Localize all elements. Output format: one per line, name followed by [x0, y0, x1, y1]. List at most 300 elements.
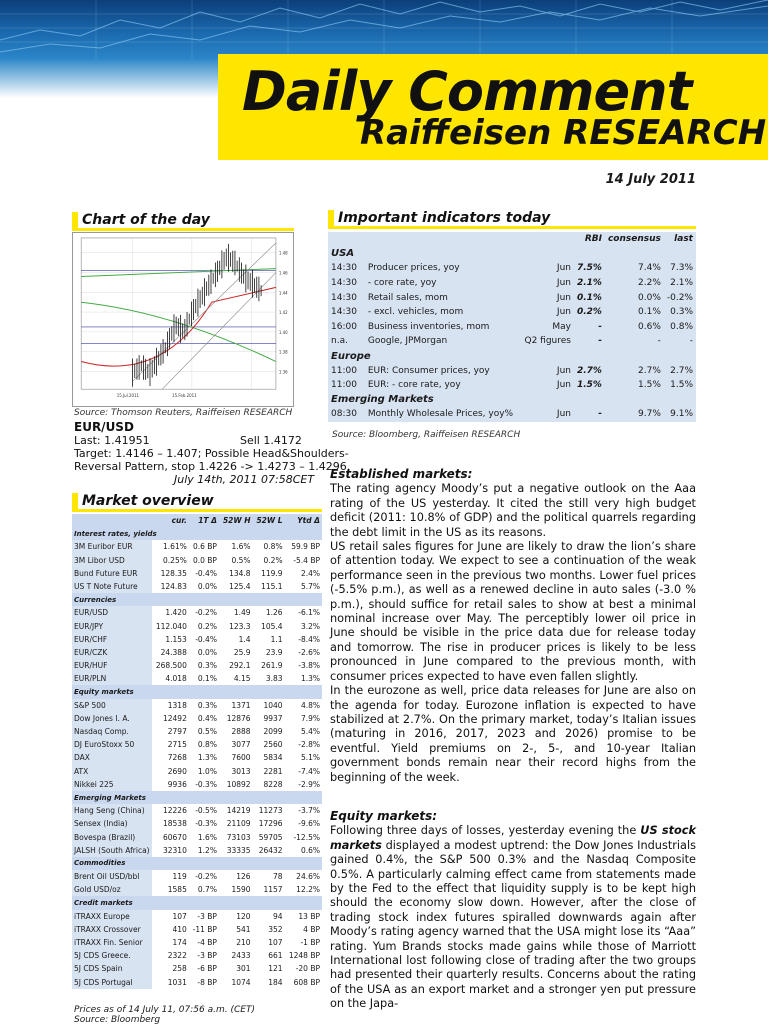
established-markets-section — [330, 467, 696, 785]
table-row — [72, 923, 322, 936]
table-cell: 1.5% — [576, 380, 602, 391]
table-cell: 3M Libor USD — [72, 554, 152, 567]
table-cell: 410 — [152, 923, 189, 936]
table-cell: S&P 500 — [72, 699, 152, 712]
table-cell: 9936 — [152, 778, 189, 791]
table-cell: 1.26 — [253, 606, 285, 619]
table-cell: -7.4% — [285, 765, 322, 778]
table-row — [72, 962, 322, 975]
table-row — [72, 765, 322, 778]
table-cell: Jun — [556, 278, 571, 289]
table-cell: 119 — [152, 870, 189, 883]
table-cell: 32310 — [152, 844, 189, 857]
table-cell: - — [689, 336, 693, 347]
table-row — [328, 305, 696, 320]
table-cell: EUR/HUF — [72, 659, 152, 672]
table-cell: -0.2% — [189, 870, 219, 883]
table-cell: 2715 — [152, 738, 189, 751]
table-cell: -0.4% — [189, 567, 219, 580]
table-cell: 94 — [253, 910, 285, 923]
table-cell: 115.1 — [253, 580, 285, 593]
group-row — [328, 393, 696, 408]
table-cell: EUR/CZK — [72, 646, 152, 659]
header-banner — [0, 0, 768, 58]
eurusd-chart — [73, 233, 293, 406]
table-cell: 2322 — [152, 949, 189, 962]
paragraph: Following three days of losses, yesterday evening the US stock markets displayed a modest uptrend: the Dow Jones Industrials gained 0.4%, the S&P 500 0.3% and the Nasdaq Composite 0.5%. A particularly calming effect came from statements made by the Fed to the effect that liquidity supply is to be kept high should the economy slow down. However, after the close of trading stock index futures spiralled downwards again after Moody’s rating agency warned that the USA might lose its “Aaa” rating. Yum Brands stocks made gains while those of Marriott International lost following close of trading after the two groups had presented their quarterly results. Concerns about the rating of the USA as an export market and a stronger yen put pressure on the Japa- — [330, 824, 697, 1011]
table-row — [72, 778, 322, 791]
table-cell: US T Note Future — [72, 580, 152, 593]
table-cell: -3.7% — [285, 804, 322, 817]
table-cell: 184 — [253, 976, 285, 989]
table-row — [72, 870, 322, 883]
table-cell: 23.9 — [253, 646, 285, 659]
table-cell: 1.3% — [285, 672, 322, 685]
table-cell: 14:30 — [331, 292, 357, 303]
table-row — [72, 883, 322, 896]
table-cell: Dow Jones I. A. — [72, 712, 152, 725]
group-label: Equity markets — [72, 685, 322, 698]
table-cell: Jun — [556, 263, 571, 274]
table-row — [72, 699, 322, 712]
group-row — [328, 247, 696, 262]
chart-source: Source: Thomson Reuters, Raiffeisen RESEARCH — [74, 408, 293, 418]
table-cell: 1.5% — [670, 380, 693, 391]
table-cell: 0.7% — [189, 883, 219, 896]
table-cell: 14219 — [219, 804, 253, 817]
table-cell: - excl. vehicles, mom — [367, 307, 464, 318]
table-row — [72, 804, 322, 817]
table-cell: 0.1% — [576, 292, 602, 303]
table-row — [72, 949, 322, 962]
table-row — [72, 725, 322, 738]
table-cell: 5J CDS Spain — [72, 962, 152, 975]
table-cell: 59705 — [253, 831, 285, 844]
last-price: Last: 1.41951 — [74, 434, 150, 447]
table-cell: 2.7% — [576, 365, 602, 376]
table-row — [72, 738, 322, 751]
table-cell: 1.4 — [219, 633, 253, 646]
table-cell: 2690 — [152, 765, 189, 778]
table-cell: 0.0% — [189, 646, 219, 659]
table-cell: Brent Oil USD/bbl — [72, 870, 152, 883]
table-cell: 0.6% — [285, 844, 322, 857]
table-cell: 2888 — [219, 725, 253, 738]
table-row — [72, 936, 322, 949]
table-cell: 258 — [152, 962, 189, 975]
chart-of-day-heading: Chart of the day — [72, 212, 294, 228]
table-cell: -1 BP — [285, 936, 322, 949]
table-cell: 24.6% — [285, 870, 322, 883]
table-cell: 0.5% — [219, 554, 253, 567]
table-cell: 2099 — [253, 725, 285, 738]
table-row — [72, 672, 322, 685]
group-label: Currencies — [72, 593, 322, 606]
table-cell: EUR: - core rate, yoy — [367, 380, 461, 391]
table-cell: 125.4 — [219, 580, 253, 593]
table-cell: 2.2% — [638, 278, 661, 289]
table-cell: 2281 — [253, 765, 285, 778]
group-row — [72, 857, 322, 870]
table-cell: -11 BP — [189, 923, 219, 936]
table-cell: 11273 — [253, 804, 285, 817]
table-cell: 5.4% — [285, 725, 322, 738]
table-cell: Sensex (India) — [72, 817, 152, 830]
table-cell: 268.500 — [152, 659, 189, 672]
table-cell: 105.4 — [253, 620, 285, 633]
table-row — [328, 261, 696, 276]
table-cell: 4.8% — [285, 699, 322, 712]
table-cell: 26432 — [253, 844, 285, 857]
table-row — [72, 540, 322, 553]
table-cell: 9937 — [253, 712, 285, 725]
table-cell: 608 BP — [285, 976, 322, 989]
table-cell: -20 BP — [285, 962, 322, 975]
banner-fade — [0, 58, 218, 98]
indicators-heading: Important indicators today — [328, 210, 696, 226]
table-cell: 352 — [253, 923, 285, 936]
table-row — [328, 407, 696, 422]
market-overview-heading: Market overview — [72, 493, 322, 509]
table-cell: n.a. — [331, 336, 348, 347]
table-cell: -0.2% — [666, 292, 693, 303]
table-cell: 123.3 — [219, 620, 253, 633]
table-cell: 1248 BP — [285, 949, 322, 962]
table-cell: -0.4% — [189, 633, 219, 646]
table-cell: 2797 — [152, 725, 189, 738]
table-cell: 8228 — [253, 778, 285, 791]
table-cell: -6 BP — [189, 962, 219, 975]
group-row — [72, 896, 322, 909]
svg-text:1.44: 1.44 — [278, 290, 288, 296]
table-cell: 3077 — [219, 738, 253, 751]
table-cell: 12226 — [152, 804, 189, 817]
table-cell: 18538 — [152, 817, 189, 830]
table-cell: iTRAXX Crossover — [72, 923, 152, 936]
column-header: Ytd Δ — [285, 514, 322, 527]
table-cell: 0.6% — [638, 321, 661, 332]
table-cell: - — [657, 336, 661, 347]
table-cell: 0.2% — [576, 307, 602, 318]
table-header-row — [328, 232, 696, 247]
table-cell: 17296 — [253, 817, 285, 830]
table-cell: -0.3% — [189, 778, 219, 791]
table-cell: 1.61% — [152, 540, 189, 553]
table-cell: 0.3% — [189, 699, 219, 712]
table-cell: 7600 — [219, 751, 253, 764]
table-cell: 174 — [152, 936, 189, 949]
table-cell: 14:30 — [331, 278, 357, 289]
table-cell: 3013 — [219, 765, 253, 778]
column-header: 52W H — [219, 514, 253, 527]
indicators-table — [328, 232, 696, 422]
table-cell: 1040 — [253, 699, 285, 712]
group-row — [328, 349, 696, 364]
table-cell: 1.1 — [253, 633, 285, 646]
table-cell: 124.83 — [152, 580, 189, 593]
table-cell: 1585 — [152, 883, 189, 896]
market-overview-source: Source: Bloomberg — [74, 1015, 161, 1024]
table-cell: 78 — [253, 870, 285, 883]
table-cell: 7.3% — [670, 263, 693, 274]
table-cell: Jun — [556, 365, 571, 376]
chart-timestamp: July 14th, 2011 07:58CET — [174, 473, 315, 486]
table-cell: 128.35 — [152, 567, 189, 580]
sell-signal: Sell 1.4172 — [240, 434, 302, 447]
table-cell: iTRAXX Europe — [72, 910, 152, 923]
market-overview-footnote — [74, 1005, 255, 1024]
table-cell: 2.7% — [638, 365, 661, 376]
chart-x-tick: 15.Feb.2011 — [172, 393, 197, 399]
table-cell: 1.49 — [219, 606, 253, 619]
established-markets-heading: Established markets: — [330, 467, 473, 481]
table-row — [72, 646, 322, 659]
table-cell: 0.1% — [638, 307, 661, 318]
table-cell: 0.0 BP — [189, 554, 219, 567]
paragraph: In the eurozone as well, price data releases for June are also on the agenda for today. Eurozone inflation is expected to have stabilized at 2.7%. On the primary market, today’s Italian issues (maturing in 2016, 2017, 2023 and 2026) promise to be eventful. Yield premiums on 2-, 5-, and 10-year Italian government bonds remain near their record highs from the beginning of the week. — [330, 684, 696, 784]
table-cell: 4.018 — [152, 672, 189, 685]
table-cell: 107 — [152, 910, 189, 923]
table-cell: 1031 — [152, 976, 189, 989]
table-cell: -5.4 BP — [285, 554, 322, 567]
table-cell: 5J CDS Greece. — [72, 949, 152, 962]
table-cell: 1318 — [152, 699, 189, 712]
table-cell: 12492 — [152, 712, 189, 725]
paragraph: US retail sales figures for June are likely to draw the lion’s share of attention today. We expect to see a continuation of the weak performance seen in the previous two months. Lower fuel prices (-5.5% p.m.), as well as a renewed decline in auto sales (-3.0 % p.m.), should suffice for retail sales to show at best a minimal nominal increase over May. The perceptibly lower oil price in June should be visible in the price data due for release today and tomorrow. The rise in producer prices is likely to be less pronounced in June compared to the previous month, with consumer prices expected to have even fallen slightly. — [330, 540, 696, 683]
table-cell: 4 BP — [285, 923, 322, 936]
equity-markets-heading: Equity markets: — [330, 809, 438, 823]
table-cell: iTRAXX Fin. Senior — [72, 936, 152, 949]
table-cell: Nikkei 225 — [72, 778, 152, 791]
table-cell: 1.3% — [189, 751, 219, 764]
table-cell: EUR/JPY — [72, 620, 152, 633]
table-row — [72, 817, 322, 830]
table-cell: 3M Euribor EUR — [72, 540, 152, 553]
table-cell: 1371 — [219, 699, 253, 712]
table-cell: -0.3% — [189, 817, 219, 830]
group-label: Europe — [331, 350, 371, 362]
table-cell: -4 BP — [189, 936, 219, 949]
group-label: Interest rates, yields — [72, 527, 322, 540]
table-cell: 5.7% — [285, 580, 322, 593]
table-cell: 12876 — [219, 712, 253, 725]
table-cell: 541 — [219, 923, 253, 936]
column-header: 52W L — [253, 514, 285, 527]
table-cell: 9.7% — [638, 409, 661, 420]
table-cell: - core rate, yoy — [367, 278, 437, 289]
table-cell: Gold USD/oz — [72, 883, 152, 896]
table-cell: 0.8% — [670, 321, 693, 332]
table-cell: -9.6% — [285, 817, 322, 830]
table-cell: 1074 — [219, 976, 253, 989]
chart-x-tick: 15.Jul.2011 — [116, 393, 140, 399]
table-cell: 13 BP — [285, 910, 322, 923]
table-cell: Hang Seng (China) — [72, 804, 152, 817]
prices-as-of: Prices as of 14 July 11, 07:56 a.m. (CET) — [74, 1005, 255, 1015]
table-cell: 661 — [253, 949, 285, 962]
table-cell: 0.2% — [253, 554, 285, 567]
table-row — [72, 606, 322, 619]
table-cell: 3.2% — [285, 620, 322, 633]
table-cell: -8.4% — [285, 633, 322, 646]
group-row — [72, 791, 322, 804]
table-cell: 126 — [219, 870, 253, 883]
table-cell: Monthly Wholesale Prices, yoy% — [367, 409, 514, 420]
table-row — [328, 320, 696, 335]
table-cell: May — [552, 321, 571, 332]
table-cell: 11:00 — [331, 365, 357, 376]
group-label: Commodities — [72, 857, 322, 870]
table-cell: Jun — [556, 409, 571, 420]
group-label: Credit markets — [72, 896, 322, 909]
table-cell: 112.040 — [152, 620, 189, 633]
table-cell: Nasdaq Comp. — [72, 725, 152, 738]
table-cell: 3.83 — [253, 672, 285, 685]
table-row — [72, 844, 322, 857]
table-row — [72, 751, 322, 764]
table-cell: 60670 — [152, 831, 189, 844]
table-row — [328, 276, 696, 291]
table-cell: 12.2% — [285, 883, 322, 896]
table-cell: 210 — [219, 936, 253, 949]
table-cell: EUR/USD — [72, 606, 152, 619]
group-label: Emerging Markets — [72, 791, 322, 804]
table-cell: EUR: Consumer prices, yoy — [367, 365, 490, 376]
table-cell: 10892 — [219, 778, 253, 791]
table-header-row — [72, 514, 322, 527]
pair-label: EUR/USD — [74, 420, 134, 434]
table-cell: 0.4% — [189, 712, 219, 725]
table-row — [328, 290, 696, 305]
table-row — [72, 712, 322, 725]
table-cell: JALSH (South Africa) — [72, 844, 152, 857]
table-cell: 301 — [219, 962, 253, 975]
table-cell: 0.25% — [152, 554, 189, 567]
table-cell: 0.5% — [189, 725, 219, 738]
table-cell: 5.1% — [285, 751, 322, 764]
target-line-2: Reversal Pattern, stop 1.4226 -> 1.4273 – 1.4296. — [74, 460, 351, 473]
indicators-source: Source: Bloomberg, Raiffeisen RESEARCH — [332, 430, 521, 440]
equity-markets-section — [330, 809, 696, 1012]
svg-text:1.36: 1.36 — [278, 369, 288, 375]
table-cell: 261.9 — [253, 659, 285, 672]
group-label: USA — [331, 248, 355, 260]
chart-of-day — [72, 232, 294, 407]
table-cell: -12.5% — [285, 831, 322, 844]
table-cell: 0.8% — [189, 738, 219, 751]
table-cell: -3.8% — [285, 659, 322, 672]
table-cell: 2.1% — [670, 278, 693, 289]
table-cell: 119.9 — [253, 567, 285, 580]
table-cell: 2.1% — [576, 278, 602, 289]
column-header: last — [674, 234, 693, 245]
table-cell: -6.1% — [285, 606, 322, 619]
table-cell: 14:30 — [331, 307, 357, 318]
table-cell: Business inventories, mom — [367, 321, 490, 332]
table-cell: 08:30 — [331, 409, 357, 420]
table-cell: 1.6% — [219, 540, 253, 553]
table-cell: 1590 — [219, 883, 253, 896]
page-subtitle: Raiffeisen RESEARCH — [360, 113, 767, 153]
table-cell: Retail sales, mom — [367, 292, 448, 303]
table-cell: 0.3% — [189, 659, 219, 672]
table-cell: 2.7% — [670, 365, 693, 376]
table-row — [72, 831, 322, 844]
target-line-1: Target: 1.4146 – 1.407; Possible Head&Shoulders- — [74, 447, 349, 460]
bold-phrase: US stock markets — [330, 824, 697, 852]
table-cell: -3 BP — [189, 949, 219, 962]
svg-text:1.48: 1.48 — [278, 250, 288, 256]
table-cell: - — [598, 409, 602, 420]
table-cell: 1.153 — [152, 633, 189, 646]
table-cell: - — [598, 321, 602, 332]
table-cell: DAX — [72, 751, 152, 764]
table-cell: 24.388 — [152, 646, 189, 659]
market-overview-table — [72, 514, 322, 989]
svg-text:1.46: 1.46 — [278, 270, 288, 276]
table-cell: 11:00 — [331, 380, 357, 391]
table-cell: 59.9 BP — [285, 540, 322, 553]
table-cell: 21109 — [219, 817, 253, 830]
table-cell: 292.1 — [219, 659, 253, 672]
table-cell: 5J CDS Portugal — [72, 976, 152, 989]
table-cell: Producer prices, yoy — [367, 263, 460, 274]
table-cell: 0.1% — [189, 672, 219, 685]
table-cell: 120 — [219, 910, 253, 923]
table-cell: -8 BP — [189, 976, 219, 989]
group-label: Emerging Markets — [331, 394, 434, 406]
table-cell: 7.9% — [285, 712, 322, 725]
table-cell: 4.15 — [219, 672, 253, 685]
table-row — [72, 910, 322, 923]
table-cell: 0.0% — [638, 292, 661, 303]
column-header: cur. — [152, 514, 189, 527]
page-title: Daily Comment — [242, 60, 692, 123]
table-cell: 7268 — [152, 751, 189, 764]
table-cell: 2.4% — [285, 567, 322, 580]
table-cell: 134.8 — [219, 567, 253, 580]
table-cell: 33335 — [219, 844, 253, 857]
table-row — [72, 567, 322, 580]
table-cell: 25.9 — [219, 646, 253, 659]
svg-text:1.40: 1.40 — [278, 329, 288, 335]
table-cell: Jun — [556, 380, 571, 391]
table-row — [72, 580, 322, 593]
chart-pattern-graphic — [0, 0, 768, 58]
table-cell: EUR/PLN — [72, 672, 152, 685]
table-cell: EUR/CHF — [72, 633, 152, 646]
table-cell: - — [598, 336, 602, 347]
table-cell: 1.5% — [638, 380, 661, 391]
paragraph: The rating agency Moody’s put a negative outlook on the Aaa rating of the US yesterday. It cited the still very high budget deficit (2011: 10.8% of GDP) and the political quarrels regarding the debt limit in the US as its reasons. — [330, 482, 696, 539]
table-cell: 7.4% — [638, 263, 661, 274]
table-cell: 0.3% — [670, 307, 693, 318]
table-cell: -2.6% — [285, 646, 322, 659]
table-cell: Bovespa (Brazil) — [72, 831, 152, 844]
table-row — [328, 378, 696, 393]
column-header: consensus — [607, 234, 661, 245]
table-cell: Bund Future EUR — [72, 567, 152, 580]
table-cell: 0.2% — [189, 620, 219, 633]
table-cell: 2560 — [253, 738, 285, 751]
table-cell: 1.2% — [189, 844, 219, 857]
table-cell: Q2 figures — [524, 336, 571, 347]
table-cell: 1.0% — [189, 765, 219, 778]
table-cell: 121 — [253, 962, 285, 975]
table-cell: 5834 — [253, 751, 285, 764]
table-row — [328, 334, 696, 349]
group-row — [72, 527, 322, 540]
